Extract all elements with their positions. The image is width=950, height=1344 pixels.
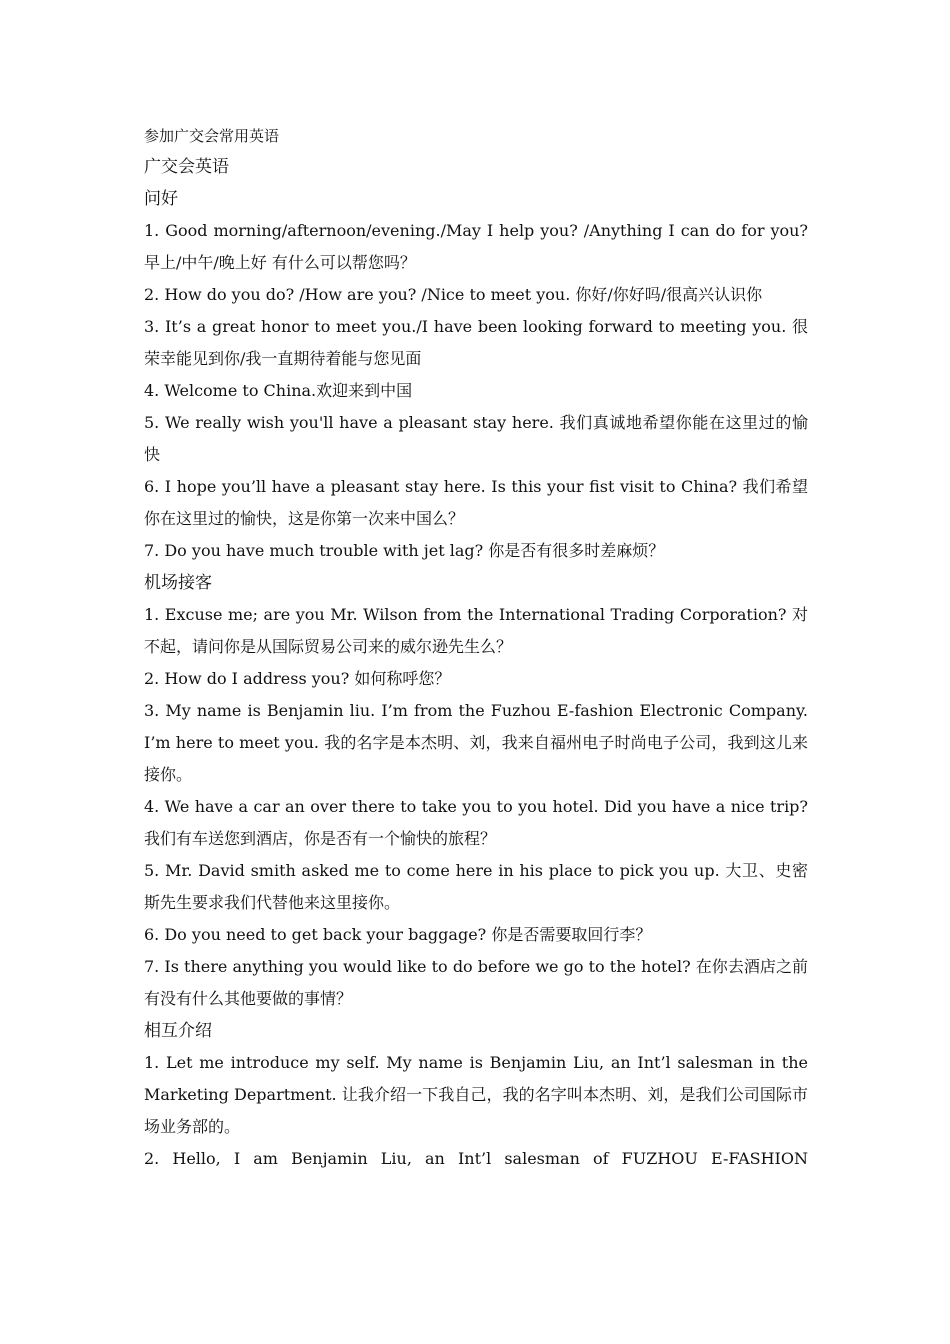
phrase-item: 1. Let me introduce my self. My name is Benjamin Liu, an Int’l salesman in the Marketing Department. 让我介绍一下我自己，我的名字叫本杰明、刘，是我们公司国际市场业务部的。 — [144, 1053, 808, 1136]
document-subtitle: 广交会英语 — [144, 157, 229, 177]
phrase-item: 7. Is there anything you would like to do before we go to the hotel? 在你去酒店之前有没有什么其他要做的事情？ — [144, 957, 808, 1008]
phrase-item: 2. Hello, I am Benjamin Liu, an Int’l salesman of FUZHOU E-FASHION — [144, 1149, 808, 1168]
phrase-item: 4. Welcome to China.欢迎来到中国 — [144, 381, 413, 400]
phrase-item: 1. Excuse me; are you Mr. Wilson from the International Trading Corporation? 对不起，请问你是从国际贸易公司来的威尔逊先生么？ — [144, 605, 808, 656]
document-title: 参加广交会常用英语 — [144, 127, 280, 145]
phrase-item: 1. Good morning/afternoon/evening./May I help you? /Anything I can do for you? 早上/中午/晚上好 有什么可以帮您吗？ — [144, 221, 808, 272]
section-heading-greetings: 问好 — [144, 189, 178, 209]
phrase-item: 3. My name is Benjamin liu. I’m from the Fuzhou E-fashion Electronic Company. I’m here to meet you. 我的名字是本杰明、刘，我来自福州电子时尚电子公司，我到这儿来接你。 — [144, 701, 808, 784]
phrase-item: 4. We have a car an over there to take you to you hotel. Did you have a nice trip? 我们有车送您到酒店，你是否有一个愉快的旅程？ — [144, 797, 808, 848]
phrase-item: 2. How do I address you? 如何称呼您？ — [144, 669, 451, 688]
section-heading-airport-pickup: 机场接客 — [144, 573, 212, 593]
phrase-item: 7. Do you have much trouble with jet lag? 你是否有很多时差麻烦？ — [144, 541, 665, 560]
phrase-item: 6. Do you need to get back your baggage? 你是否需要取回行李？ — [144, 925, 652, 944]
phrase-item: 2. How do you do? /How are you? /Nice to meet you. 你好/你好吗/很高兴认识你 — [144, 285, 763, 304]
phrase-item: 5. Mr. David smith asked me to come here in his place to pick you up. 大卫、史密斯先生要求我们代替他来这里接你。 — [144, 861, 808, 912]
document-body — [144, 121, 808, 1175]
phrase-item: 6. I hope you’ll have a pleasant stay here. Is this your fist visit to China? 我们希望你在这里过的愉快，这是你第一次来中国么？ — [144, 477, 808, 528]
phrase-item: 5. We really wish you'll have a pleasant stay here. 我们真诚地希望你能在这里过的愉快 — [144, 413, 808, 464]
phrase-item: 3. It’s a great honor to meet you./I have been looking forward to meeting you. 很荣幸能见到你/我一直期待着能与您见面 — [144, 317, 808, 368]
section-heading-introductions: 相互介绍 — [144, 1021, 212, 1041]
